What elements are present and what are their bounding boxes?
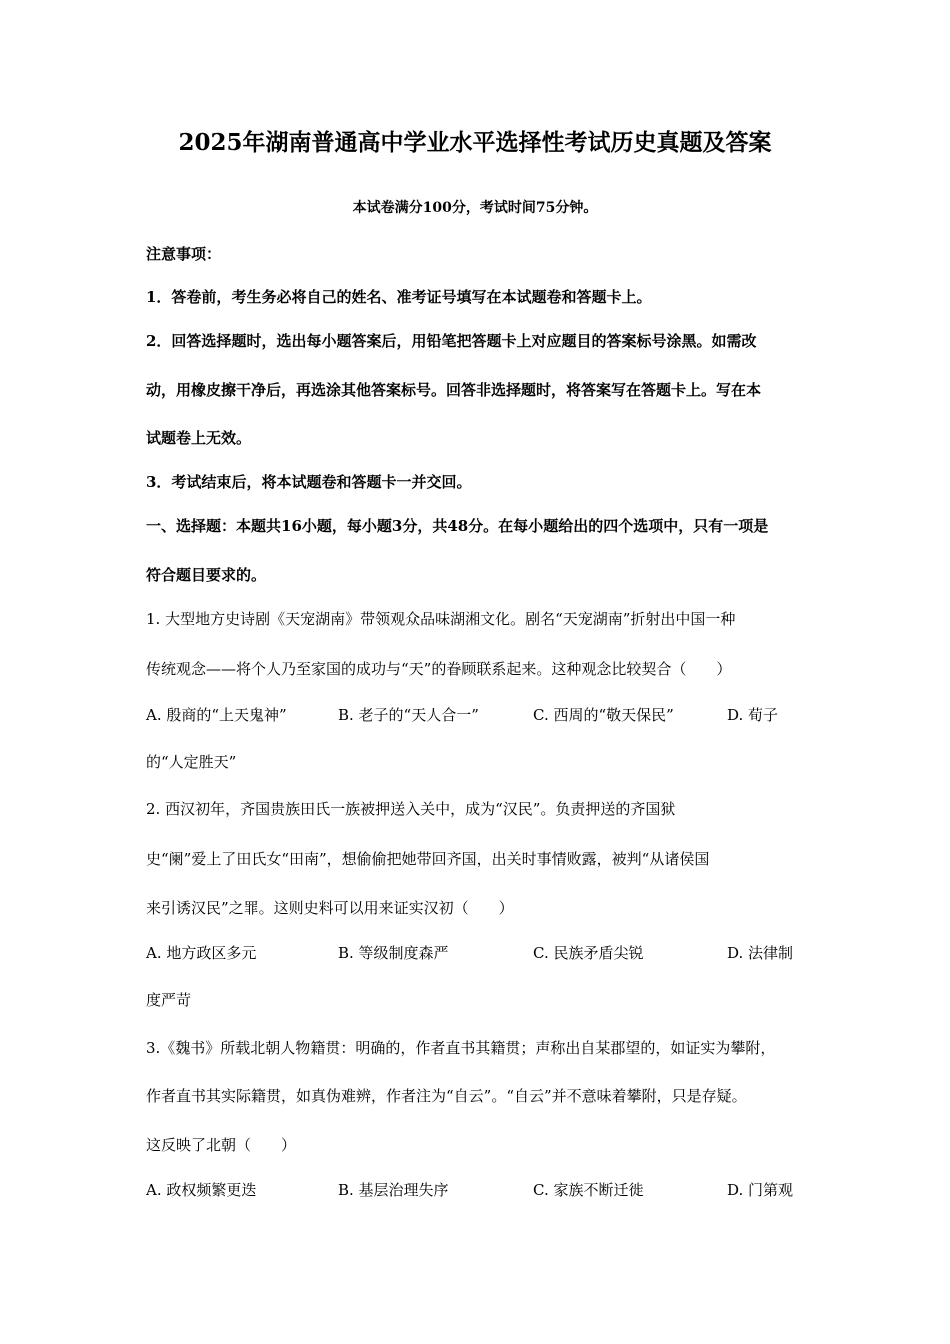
question-2-line-1: 2. 西汉初年，齐国贵族田氏一族被押送入关中，成为“汉民”。负责押送的齐国狱 — [146, 800, 676, 818]
question-1-option-b: B. 老子的“天人合一” — [338, 706, 479, 724]
question-2-option-d-cont: 度严苛 — [146, 991, 192, 1009]
question-3-line-2: 作者直书其实际籍贯，如真伪难辨，作者注为“自云”。“自云”并不意味着攀附，只是存疑。 — [146, 1087, 747, 1105]
notice-item-2-line-3: 试题卷上无效。 — [146, 429, 252, 447]
question-2-option-b: B. 等级制度森严 — [338, 944, 449, 962]
question-2-option-d: D. 法律制 — [727, 944, 794, 962]
question-3-line-3: 这反映了北朝（ ） — [146, 1136, 297, 1154]
question-1-line-1: 1. 大型地方史诗剧《天宠湖南》带领观众品味湖湘文化。剧名“天宠湖南”折射出中国一种 — [146, 610, 736, 628]
question-2-option-c: C. 民族矛盾尖锐 — [533, 944, 644, 962]
question-3-line-1: 3.《魏书》所载北朝人物籍贯：明确的，作者直书其籍贯；声称出自某郡望的，如证实为攀附， — [146, 1039, 776, 1057]
question-1-option-d: D. 荀子 — [727, 706, 779, 724]
question-3-option-b: B. 基层治理失序 — [338, 1181, 449, 1199]
question-2-line-3: 来引诱汉民”之罪。这则史料可以用来证实汉初（ ） — [146, 899, 514, 917]
notice-item-2-line-2: 动，用橡皮擦干净后，再选涂其他答案标号。回答非选择题时，将答案写在答题卡上。写在本 — [146, 381, 762, 399]
question-3-option-c: C. 家族不断迁徙 — [533, 1181, 644, 1199]
exam-subtitle: 本试卷满分100分，考试时间75分钟。 — [352, 200, 598, 216]
notice-item-3: 3．考试结束后，将本试题卷和答题卡一并交回。 — [146, 473, 472, 491]
question-3-option-d: D. 门第观 — [727, 1181, 794, 1199]
question-2-line-2: 史“阑”爱上了田氏女“田南”，想偷偷把她带回齐国，出关时事情败露，被判“从诸侯国 — [146, 850, 710, 868]
notice-item-2-line-1: 2．回答选择题时，选出每小题答案后，用铅笔把答题卡上对应题目的答案标号涂黑。如需改 — [146, 332, 757, 350]
question-3-option-a: A. 政权频繁更迭 — [146, 1181, 257, 1199]
question-1-line-2: 传统观念——将个人乃至家国的成功与“天”的眷顾联系起来。这种观念比较契合（ ） — [146, 660, 732, 678]
notice-heading: 注意事项： — [146, 245, 222, 263]
question-1-option-a: A. 殷商的“上天鬼神” — [146, 706, 287, 724]
section-heading-line-2: 符合题目要求的。 — [146, 566, 267, 584]
question-1-option-c: C. 西周的“敬天保民” — [533, 706, 674, 724]
question-2-option-a: A. 地方政区多元 — [146, 944, 257, 962]
notice-item-1: 1．答卷前，考生务必将自己的姓名、准考证号填写在本试题卷和答题卡上。 — [146, 288, 652, 306]
section-heading-line-1: 一、选择题：本题共16小题，每小题3分，共48分。在每小题给出的四个选项中，只有一项是 — [146, 517, 769, 535]
question-1-option-d-cont: 的“人定胜天” — [146, 753, 237, 771]
exam-title: 2025年湖南普通高中学业水平选择性考试历史真题及答案 — [178, 129, 772, 156]
